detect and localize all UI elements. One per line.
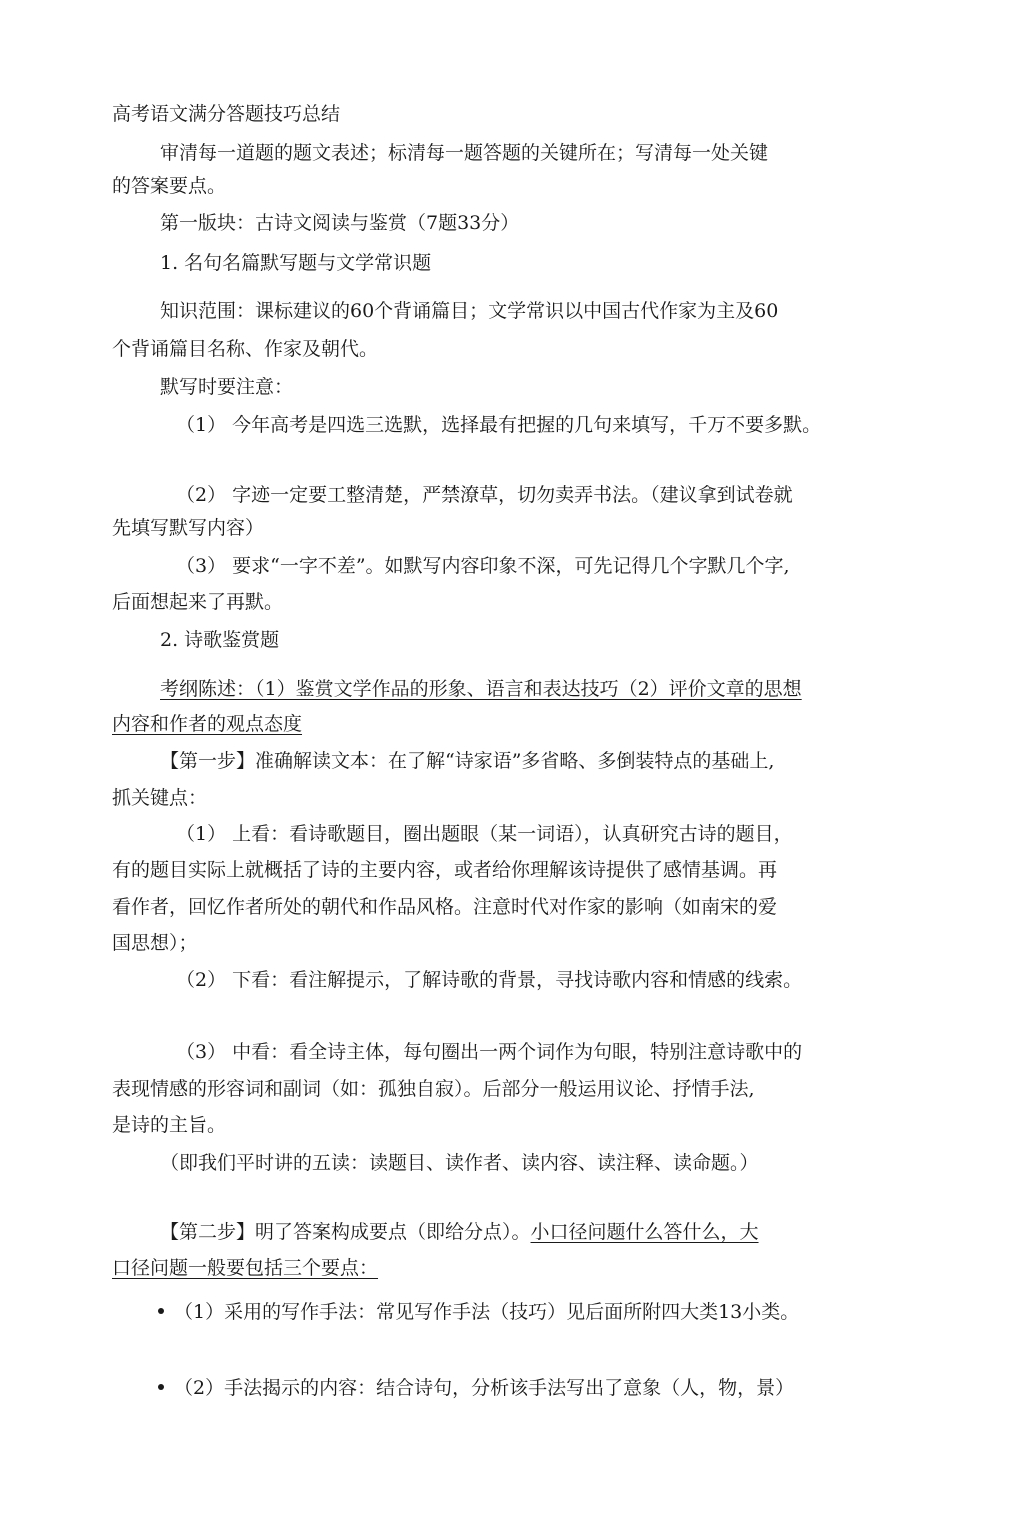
note-2-line-2: 先填写默写内容）: [112, 517, 265, 539]
step2-underlined-text: 小口径问题什么答什么，大: [530, 1221, 759, 1243]
outline-line-2: 内容和作者的观点态度: [112, 713, 303, 735]
step1-sub3-line-3: 是诗的主旨。: [112, 1114, 227, 1136]
item1-heading: 1. 名句名篇默写题与文学常识题: [160, 252, 432, 274]
step2-text: 【第二步】明了答案构成要点（即给分点）。: [160, 1221, 531, 1243]
doc-title: 高考语文满分答题技巧总结: [112, 103, 341, 125]
bullet-item-2-text: （2）手法揭示的内容：结合诗句，分析该手法写出了意象（人，物，景）: [174, 1377, 795, 1399]
step1-sub2: （2） 下看：看注解提示，了解诗歌的背景，寻找诗歌内容和情感的线索。: [176, 969, 803, 991]
bullet-dot-icon: [158, 1384, 164, 1390]
step1-sub1-line-4: 国思想）；: [112, 932, 198, 954]
step1-sub1-line-3: 看作者，回忆作者所处的朝代和作品风格。注意时代对作家的影响（如南宋的爱: [112, 896, 778, 918]
step1-sub1-line-1: （1） 上看：看诗歌题目，圈出题眼（某一词语），认真研究古诗的题目，: [176, 823, 793, 845]
note-3-line-1: （3） 要求“一字不差”。如默写内容印象不深，可先记得几个字默几个字,: [176, 555, 790, 577]
notes-label: 默写时要注意：: [160, 376, 294, 398]
scope-line-1: 知识范围：课标建议的60个背诵篇目；文学常识以中国古代作家为主及60: [160, 300, 779, 322]
intro-line-2: 的答案要点。: [112, 175, 227, 197]
item2-heading: 2. 诗歌鉴赏题: [160, 629, 280, 651]
intro-line-1: 审清每一道题的题文表述；标清每一题答题的关键所在；写清每一处关键: [160, 142, 769, 164]
note-2-line-1: （2） 字迹一定要工整清楚，严禁潦草，切勿卖弄书法。（建议拿到试卷就: [176, 484, 793, 506]
step1-line-1: 【第一步】准确解读文本：在了解“诗家语”多省略、多倒装特点的基础上,: [160, 750, 775, 772]
step2-line-2: 口径问题一般要包括三个要点：: [112, 1257, 379, 1279]
note-1: （1） 今年高考是四选三选默，选择最有把握的几句来填写，千万不要多默。: [176, 414, 822, 436]
bullet-item-2: [158, 1376, 794, 1400]
bullet-item-1-text: （1）采用的写作手法：常见写作手法（技巧）见后面所附四大类13小类。: [174, 1301, 800, 1323]
step1-sub1-line-2: 有的题目实际上就概括了诗的主要内容，或者给你理解该诗提供了感情基调。再: [112, 859, 778, 881]
scope-line-2: 个背诵篇目名称、作家及朝代。: [112, 338, 379, 360]
step1-sub3-line-1: （3） 中看：看全诗主体，每句圈出一两个词作为句眼，特别注意诗歌中的: [176, 1041, 803, 1063]
step1-line-2: 抓关键点：: [112, 787, 208, 809]
five-reads-note: （即我们平时讲的五读：读题目、读作者、读内容、读注释、读命题。）: [160, 1152, 759, 1174]
step1-sub3-line-2: 表现情感的形容词和副词（如：孤独自寂）。后部分一般运用议论、抒情手法,: [112, 1078, 755, 1100]
outline-line-1: 考纲陈述：（1）鉴赏文学作品的形象、语言和表达技巧（2）评价文章的思想: [160, 678, 802, 700]
step2-line-1: [160, 1220, 759, 1244]
bullet-dot-icon: [158, 1308, 164, 1314]
section-heading: 第一版块：古诗文阅读与鉴赏（7题33分）: [160, 212, 520, 234]
bullet-item-1: [158, 1300, 799, 1324]
note-3-line-2: 后面想起来了再默。: [112, 591, 284, 613]
